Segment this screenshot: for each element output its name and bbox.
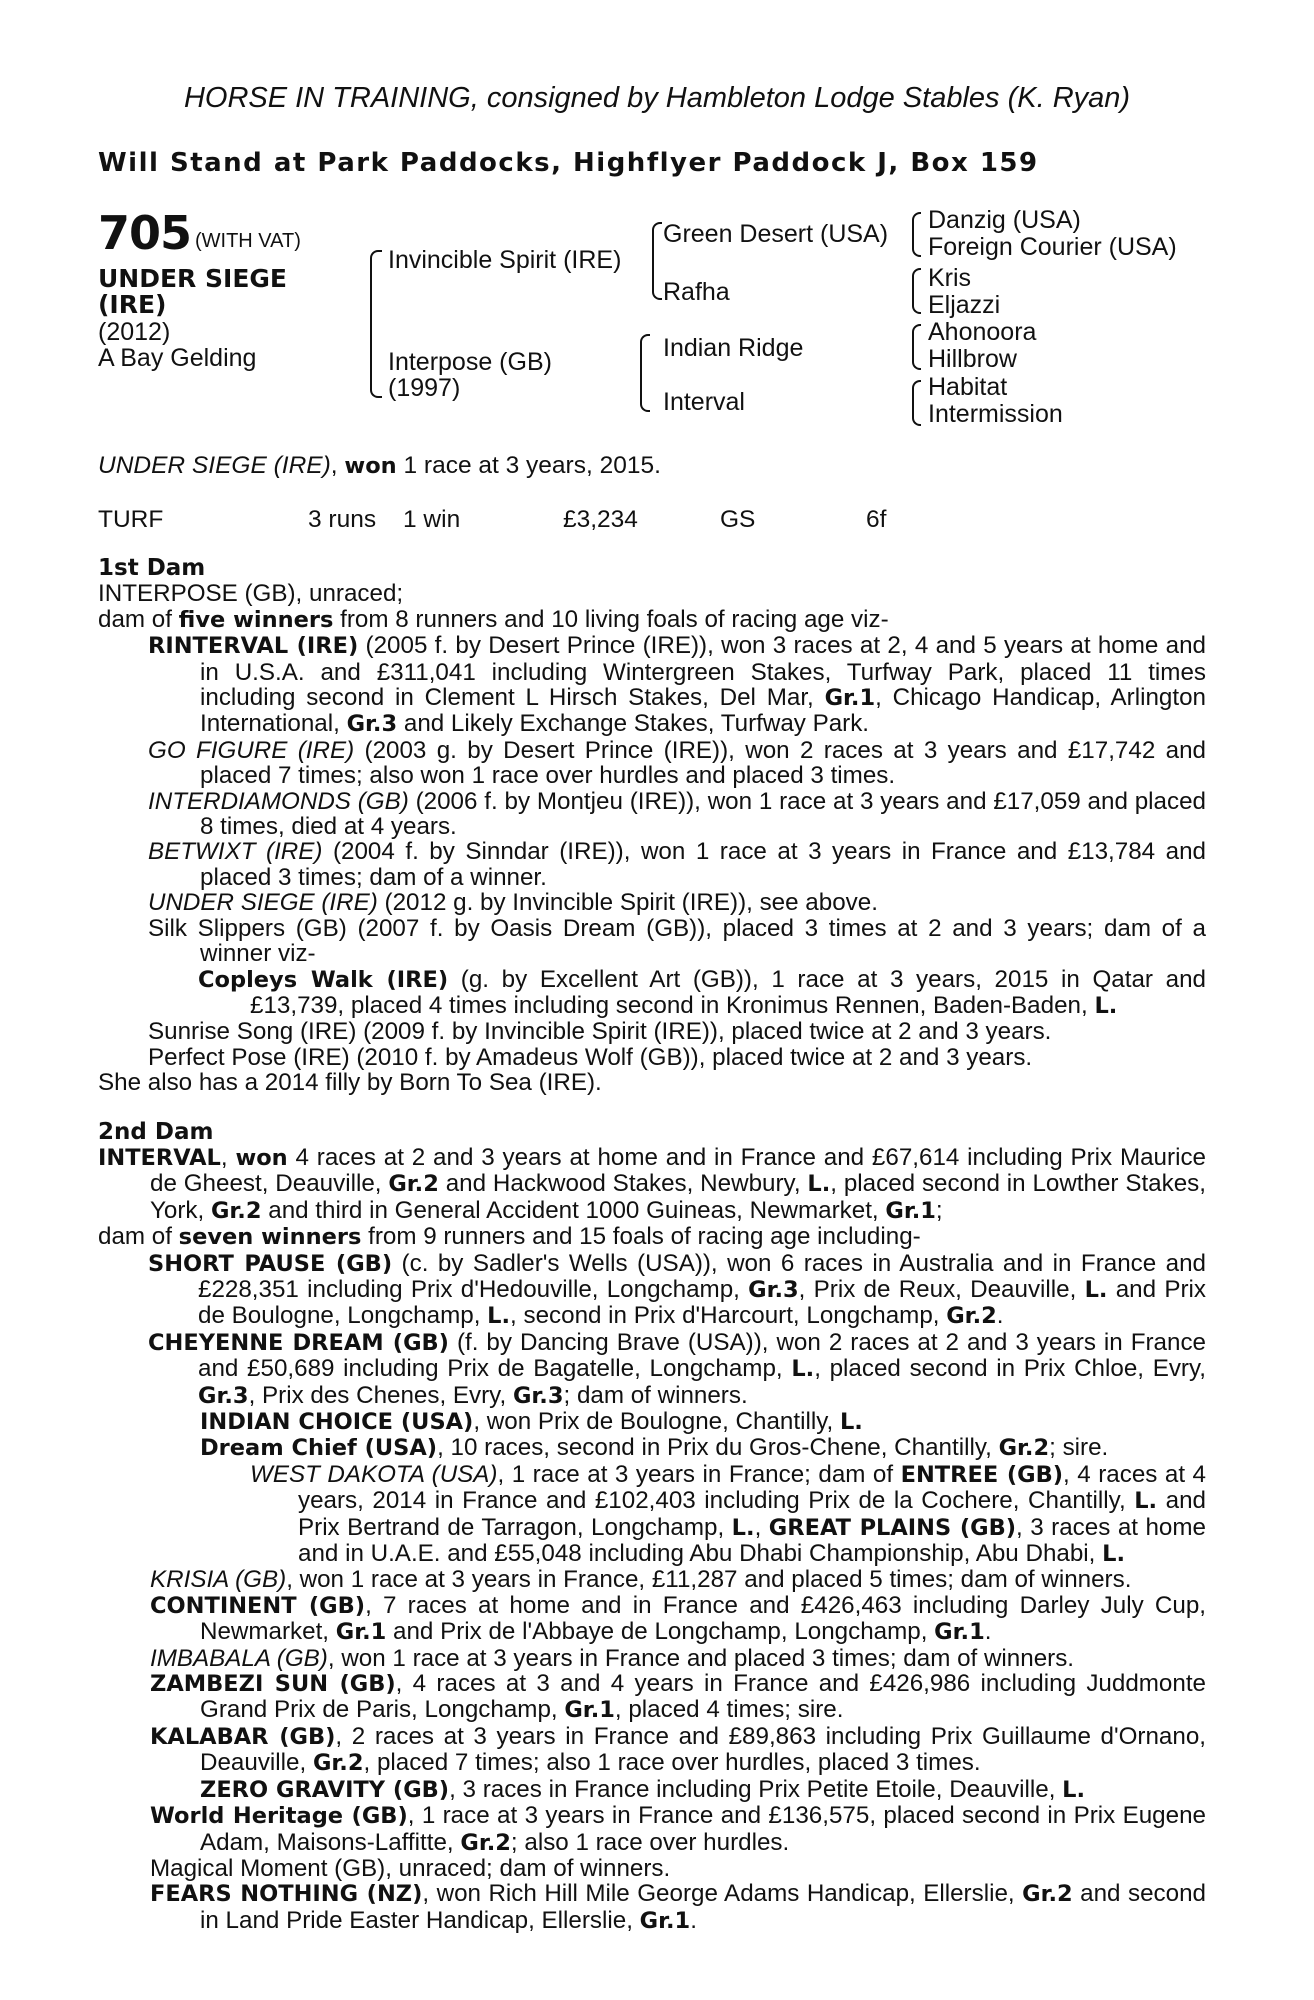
second-dam-heading: 2nd Dam <box>98 1118 214 1145</box>
horse-name-country: (IRE) <box>98 290 167 319</box>
produce-entry: Silk Slippers (GB) (2007 f. by Oasis Dream (GB)), placed 3 times at 2 and 3 years; dam of a winner viz- <box>148 914 1206 968</box>
race-summary: UNDER SIEGE (IRE), won 1 race at 3 years, 2015. <box>98 452 661 479</box>
lot-number: 705 <box>98 206 192 260</box>
pedigree-brace <box>370 250 382 332</box>
pedigree-brace <box>912 212 921 235</box>
first-dam-intro: INTERPOSE (GB), unraced; <box>98 580 404 608</box>
produce-entry: Dream Chief (USA), 10 races, second in Prix du Gros-Chene, Chantilly, Gr.2; sire. <box>200 1434 1109 1462</box>
produce-entry: She also has a 2014 filly by Born To Sea (IRE). <box>98 1069 602 1097</box>
sire: Invincible Spirit (IRE) <box>388 246 622 274</box>
pedigree-brace <box>912 380 921 404</box>
pedigree-brace <box>912 268 921 292</box>
pedigree-brace <box>912 324 921 348</box>
stand-location: Will Stand at Park Paddocks, Highflyer Paddock J, Box 159 <box>98 148 1039 178</box>
produce-entry: INTERDIAMONDS (GB) (2006 f. by Montjeu (IRE)), won 1 race at 3 years and £17,059 and placed 8 times, died at 4 years. <box>148 787 1206 841</box>
produce-entry: CHEYENNE DREAM (GB) (f. by Dancing Brave (USA)), won 2 races at 2 and 3 years in France and £50,689 including Prix de Bagatelle, Longchamp, L., placed second in Prix Chloe, Evry, Gr.3, Prix des Chenes, Evry, Gr.3; dam of winners. <box>148 1328 1206 1409</box>
produce-entry: GO FIGURE (IRE) (2003 g. by Desert Prince (IRE)), won 2 races at 3 years and £17,742 and placed 7 times; also won 1 race over hurdles and placed 3 times. <box>148 736 1206 790</box>
produce-entry: Perfect Pose (IRE) (2010 f. by Amadeus Wolf (GB)), placed twice at 2 and 3 years. <box>148 1043 1033 1071</box>
dam-sire-dam: Hillbrow <box>928 345 1017 373</box>
pedigree-brace <box>652 222 662 262</box>
first-dam-heading: 1st Dam <box>98 555 206 581</box>
produce-entry: INDIAN CHOICE (USA), won Prix de Boulogne, Chantilly, L. <box>200 1408 863 1435</box>
summary-text: 1 race at 3 years, 2015. <box>396 452 661 479</box>
produce-entry: CONTINENT (GB), 7 races at home and in France and £426,463 including Darley July Cup, Newmarket, Gr.1 and Prix de l'Abbaye de Longchamp, Longchamp, Gr.1. <box>150 1591 1206 1646</box>
produce-entry: KRISIA (GB), won 1 race at 3 years in France, £11,287 and placed 5 times; dam of winners. <box>150 1566 1132 1594</box>
produce-entry: ZAMBEZI SUN (GB), 4 races at 3 and 4 years in France and £426,986 including Juddmonte Grand Prix de Paris, Longchamp, Gr.1, placed 4 times; sire. <box>150 1670 1207 1724</box>
horse-name: UNDER SIEGE <box>98 264 287 293</box>
second-dam-record: INTERVAL, won 4 races at 2 and 3 years at home and in France and £67,614 including Prix Maurice de Gheest, Deauville, Gr.2 and Hackwood Stakes, Newbury, L., placed second in Lowther Stakes, York, Gr.2 and third in General Accident 1000 Guineas, Newmarket, Gr.1; <box>98 1143 1206 1224</box>
produce-entry: FEARS NOTHING (NZ), won Rich Hill Mile George Adams Handicap, Ellerslie, Gr.2 and second in Land Pride Easter Handicap, Ellerslie, Gr.1. <box>150 1880 1206 1934</box>
summary-won: won <box>344 453 397 479</box>
turf-record <box>98 506 1208 536</box>
produce-entry: Copleys Walk (IRE) (g. by Excellent Art (GB)), 1 race at 3 years, 2015 in Qatar and £13,739, placed 4 times including second in Kronimus Rennen, Baden-Baden, L. <box>198 965 1206 1019</box>
sire-sire: Green Desert (USA) <box>663 220 889 248</box>
vat-note: (WITH VAT) <box>195 230 301 252</box>
dam-sire-sire: Ahonoora <box>928 318 1037 346</box>
produce-entry: IMBABALA (GB), won 1 race at 3 years in France and placed 3 times; dam of winners. <box>150 1644 1075 1672</box>
produce-entry: KALABAR (GB), 2 races at 3 years in France and £89,863 including Prix Guillaume d'Ornano, Deauville, Gr.2, placed 7 times; also 1 race over hurdles, placed 3 times. <box>150 1722 1207 1777</box>
produce-entry: BETWIXT (IRE) (2004 f. by Sinndar (IRE)), won 1 race at 3 years in France and £13,784 and placed 3 times; dam of a winner. <box>148 838 1206 891</box>
catalogue-header: HORSE IN TRAINING, consigned by Hambleton Lodge Stables (K. Ryan) <box>183 82 1131 114</box>
sire-dam-sire: Kris <box>928 264 972 292</box>
produce-entry: UNDER SIEGE (IRE) (2012 g. by Invincible Spirit (IRE)), see above. <box>148 889 878 917</box>
turf-runs: 3 runs <box>308 506 377 533</box>
turf-prize-money: £3,234 <box>563 506 638 533</box>
sire-dam: Rafha <box>663 278 730 306</box>
sire-sire-dam: Foreign Courier (USA) <box>928 233 1177 261</box>
foaling-year: (2012) <box>98 318 171 346</box>
dam-sire: Indian Ridge <box>663 334 804 362</box>
turf-wins: 1 win <box>403 506 461 533</box>
produce-entry: World Heritage (GB), 1 race at 3 years in France and £136,575, placed second in Prix Eugene Adam, Maisons-Laffitte, Gr.2; also 1 race over hurdles. <box>150 1802 1206 1856</box>
pedigree-brace <box>640 334 650 374</box>
turf-distance: 6f <box>866 506 887 533</box>
produce-entry: WEST DAKOTA (USA), 1 race at 3 years in France; dam of ENTREE (GB), 4 races at 4 years, 2014 in France and £102,403 including Prix de la Cochere, Chantilly, L. and Prix Bertrand de Tarragon, Longchamp, L., GREAT PLAINS (GB), 3 races at home and in U.A.E. and £55,048 including Abu Dhabi Championship, Abu Dhabi, L. <box>250 1460 1207 1568</box>
dam-year: (1997) <box>388 374 461 402</box>
second-dam-produce-summary: dam of seven winners from 9 runners and 15 foals of racing age including- <box>98 1223 921 1251</box>
pedigree-brace <box>370 330 382 398</box>
pedigree-brace <box>640 372 650 412</box>
horse-description: A Bay Gelding <box>98 344 257 372</box>
first-dam-produce-summary: dam of five winners from 8 runners and 10 living foals of racing age viz- <box>98 605 889 633</box>
sire-dam-dam: Eljazzi <box>928 291 1001 319</box>
dam-dam-sire: Habitat <box>928 373 1008 401</box>
dam: Interpose (GB) <box>388 348 552 376</box>
pedigree-brace <box>912 346 921 370</box>
summary-horse-name: UNDER SIEGE (IRE) <box>98 452 331 479</box>
sire-sire-sire: Danzig (USA) <box>928 206 1081 234</box>
pedigree-brace <box>912 233 921 257</box>
pedigree-brace <box>912 290 921 314</box>
pedigree-brace <box>912 402 921 426</box>
dam-dam: Interval <box>663 388 745 416</box>
produce-entry: Magical Moment (GB), unraced; dam of winners. <box>150 1854 671 1882</box>
produce-entry: Sunrise Song (IRE) (2009 f. by Invincible Spirit (IRE)), placed twice at 2 and 3 years. <box>148 1018 1052 1046</box>
produce-entry: ZERO GRAVITY (GB), 3 races in France including Prix Petite Etoile, Deauville, L. <box>200 1775 1086 1803</box>
produce-record <box>98 556 1206 1934</box>
produce-entry: RINTERVAL (IRE) (2005 f. by Desert Prince (IRE)), won 3 races at 2, 4 and 5 years at home and in U.S.A. and £311,041 including Wintergreen Stakes, Turfway Park, placed 11 times including second in Clement L Hirsch Stakes, Del Mar, Gr.1, Chicago Handicap, Arlington International, Gr.3 and Likely Exchange Stakes, Turfway Park. <box>148 632 1206 738</box>
pedigree-brace <box>652 260 662 300</box>
turf-label: TURF <box>98 506 164 533</box>
turf-going: GS <box>720 506 756 533</box>
produce-entry: SHORT PAUSE (GB) (c. by Sadler's Wells (USA)), won 6 races in Australia and in France and £228,351 including Prix d'Hedouville, Longchamp, Gr.3, Prix de Reux, Deauville, L. and Prix de Boulogne, Longchamp, L., second in Prix d'Harcourt, Longchamp, Gr.2. <box>148 1249 1206 1330</box>
dam-dam-dam: Intermission <box>928 400 1063 428</box>
